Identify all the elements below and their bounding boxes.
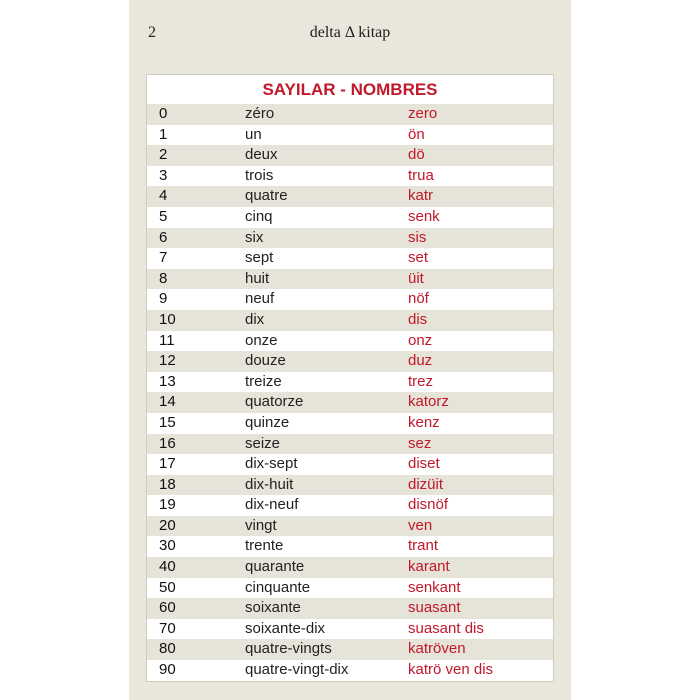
numbers-table bbox=[146, 74, 554, 682]
number-cell: 30 bbox=[159, 537, 176, 555]
number-cell: 60 bbox=[159, 599, 176, 617]
french-word-cell: soixante-dix bbox=[245, 619, 326, 637]
table-row bbox=[147, 392, 553, 413]
french-word-cell: quatre bbox=[245, 187, 288, 205]
table-title-separator: - bbox=[335, 80, 351, 99]
table-row bbox=[147, 269, 553, 290]
number-cell: 17 bbox=[159, 455, 176, 473]
pronunciation-cell: katröven bbox=[408, 640, 466, 658]
number-cell: 11 bbox=[159, 331, 175, 349]
pronunciation-cell: dizüit bbox=[408, 475, 444, 493]
table-row bbox=[147, 660, 553, 681]
french-word-cell: dix-huit bbox=[245, 475, 294, 493]
table-row bbox=[147, 598, 553, 619]
table-row bbox=[147, 104, 553, 125]
french-word-cell: vingt bbox=[245, 516, 277, 534]
book-page bbox=[129, 0, 571, 700]
french-word-cell: six bbox=[245, 228, 264, 246]
pronunciation-cell: sez bbox=[408, 434, 432, 452]
pronunciation-cell: suasant dis bbox=[408, 619, 484, 637]
pronunciation-cell: dö bbox=[408, 146, 425, 164]
number-cell: 90 bbox=[159, 661, 176, 679]
pronunciation-cell: disnöf bbox=[408, 496, 449, 514]
table-row bbox=[147, 207, 553, 228]
table-row bbox=[147, 186, 553, 207]
french-word-cell: deux bbox=[245, 146, 278, 164]
number-cell: 80 bbox=[159, 640, 176, 658]
pronunciation-cell: katr bbox=[408, 187, 434, 205]
french-word-cell: quatre-vingt-dix bbox=[245, 661, 349, 679]
number-cell: 10 bbox=[159, 310, 176, 328]
french-word-cell: seize bbox=[245, 434, 281, 452]
table-row bbox=[147, 475, 553, 496]
french-word-cell: trente bbox=[245, 537, 284, 555]
table-row bbox=[147, 228, 553, 249]
pronunciation-cell: trua bbox=[408, 166, 434, 184]
pronunciation-cell: onz bbox=[408, 331, 433, 349]
pronunciation-cell: duz bbox=[408, 352, 433, 370]
number-cell: 20 bbox=[159, 516, 176, 534]
french-word-cell: onze bbox=[245, 331, 278, 349]
french-word-cell: cinquante bbox=[245, 578, 311, 596]
table-row bbox=[147, 495, 553, 516]
number-cell: 40 bbox=[159, 558, 176, 576]
number-cell: 70 bbox=[159, 619, 176, 637]
page-number: 2 bbox=[148, 24, 156, 41]
table-row bbox=[147, 434, 553, 455]
french-word-cell: dix bbox=[245, 310, 265, 328]
table-row bbox=[147, 578, 553, 599]
french-word-cell: quinze bbox=[245, 413, 290, 431]
french-word-cell: dix-sept bbox=[245, 455, 298, 473]
table-row bbox=[147, 145, 553, 166]
number-cell: 19 bbox=[159, 496, 176, 514]
table-row bbox=[147, 166, 553, 187]
number-cell: 50 bbox=[159, 578, 176, 596]
number-cell: 0 bbox=[159, 105, 168, 122]
number-cell: 2 bbox=[159, 146, 168, 164]
french-word-cell: trois bbox=[245, 166, 274, 184]
pronunciation-cell: kenz bbox=[408, 413, 440, 431]
table-title-turkish: SAYILAR bbox=[262, 80, 336, 99]
table-row bbox=[147, 536, 553, 557]
pronunciation-cell: ven bbox=[408, 516, 433, 534]
pronunciation-cell: senkant bbox=[408, 578, 461, 596]
french-word-cell: soixante bbox=[245, 599, 301, 617]
table-row bbox=[147, 372, 553, 393]
pronunciation-cell: set bbox=[408, 249, 429, 267]
pronunciation-cell: nöf bbox=[408, 290, 429, 308]
french-word-cell: huit bbox=[245, 269, 270, 287]
pronunciation-cell: zero bbox=[408, 105, 438, 122]
table-row bbox=[147, 310, 553, 331]
table-row bbox=[147, 516, 553, 537]
number-cell: 12 bbox=[159, 352, 176, 370]
french-word-cell: quarante bbox=[245, 558, 305, 576]
number-cell: 9 bbox=[159, 290, 168, 308]
pronunciation-cell: suasant bbox=[408, 599, 461, 617]
pronunciation-cell: ön bbox=[408, 125, 425, 143]
pronunciation-cell: katorz bbox=[408, 393, 449, 411]
table-row bbox=[147, 331, 553, 352]
french-word-cell: un bbox=[245, 125, 262, 143]
number-cell: 7 bbox=[159, 249, 168, 267]
table-row bbox=[147, 125, 553, 146]
pronunciation-cell: sis bbox=[408, 228, 427, 246]
table-row bbox=[147, 248, 553, 269]
number-cell: 1 bbox=[159, 125, 168, 143]
number-cell: 8 bbox=[159, 269, 168, 287]
number-cell: 14 bbox=[159, 393, 176, 411]
pronunciation-cell: dis bbox=[408, 310, 428, 328]
number-cell: 18 bbox=[159, 475, 176, 493]
table-body bbox=[147, 104, 553, 681]
french-word-cell: quatorze bbox=[245, 393, 304, 411]
french-word-cell: treize bbox=[245, 372, 282, 390]
french-word-cell: zéro bbox=[245, 105, 275, 122]
french-word-cell: douze bbox=[245, 352, 286, 370]
table-title bbox=[147, 75, 553, 104]
number-cell: 16 bbox=[159, 434, 176, 452]
number-cell: 15 bbox=[159, 413, 176, 431]
number-cell: 5 bbox=[159, 207, 168, 225]
french-word-cell: sept bbox=[245, 249, 274, 267]
book-title: delta Δ kitap bbox=[309, 24, 391, 41]
pronunciation-cell: karant bbox=[408, 558, 450, 576]
number-cell: 13 bbox=[159, 372, 176, 390]
french-word-cell: dix-neuf bbox=[245, 496, 299, 514]
french-word-cell: quatre-vingts bbox=[245, 640, 332, 658]
pronunciation-cell: trant bbox=[408, 537, 439, 555]
number-cell: 4 bbox=[159, 187, 168, 205]
pronunciation-cell: katrö ven dis bbox=[408, 661, 494, 679]
french-word-cell: cinq bbox=[245, 207, 273, 225]
pronunciation-cell: senk bbox=[408, 207, 440, 225]
table-row bbox=[147, 351, 553, 372]
table-row bbox=[147, 557, 553, 578]
number-cell: 6 bbox=[159, 228, 168, 246]
table-title-french: NOMBRES bbox=[350, 80, 438, 99]
french-word-cell: neuf bbox=[245, 290, 275, 308]
table-row bbox=[147, 289, 553, 310]
table-row bbox=[147, 619, 553, 640]
number-cell: 3 bbox=[159, 166, 168, 184]
pronunciation-cell: diset bbox=[408, 455, 440, 473]
table-row bbox=[147, 454, 553, 475]
table-row bbox=[147, 639, 553, 660]
table-row bbox=[147, 413, 553, 434]
pronunciation-cell: üit bbox=[408, 269, 424, 287]
page-header bbox=[129, 24, 571, 46]
pronunciation-cell: trez bbox=[408, 372, 434, 390]
